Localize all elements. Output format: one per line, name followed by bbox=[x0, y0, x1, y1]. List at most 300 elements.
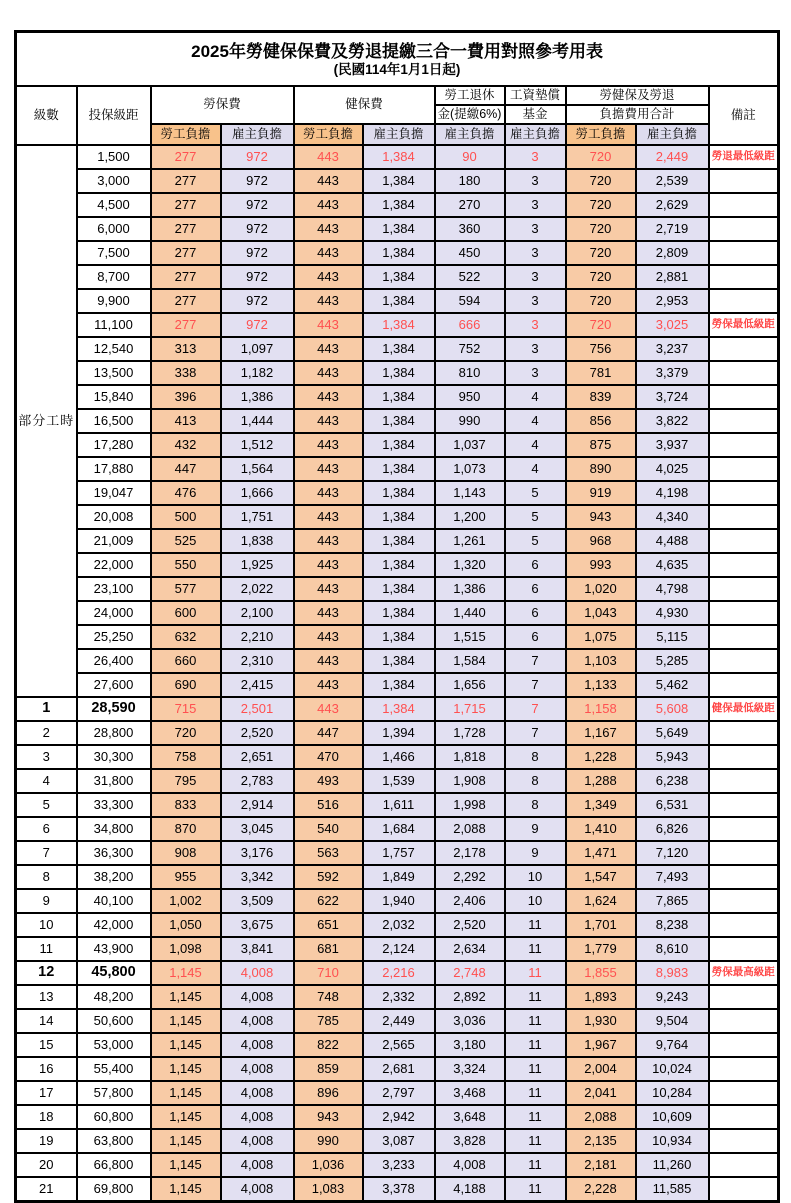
cell-labor-employer: 1,386 bbox=[221, 385, 294, 409]
cell-health-employer: 1,384 bbox=[363, 145, 435, 169]
cell-bracket: 43,900 bbox=[77, 937, 151, 961]
cell-bracket: 28,800 bbox=[77, 721, 151, 745]
cell-total-employee: 2,004 bbox=[566, 1057, 636, 1081]
cell-bracket: 20,008 bbox=[77, 505, 151, 529]
cell-labor-employee: 577 bbox=[151, 577, 221, 601]
cell-health-employee: 443 bbox=[294, 241, 363, 265]
cell-pension-employer: 1,818 bbox=[435, 745, 505, 769]
cell-remark bbox=[709, 289, 779, 313]
table-row bbox=[16, 1177, 779, 1202]
cell-fund-employer: 4 bbox=[505, 433, 566, 457]
cell-labor-employee: 1,145 bbox=[151, 1129, 221, 1153]
cell-fund-employer: 7 bbox=[505, 697, 566, 721]
cell-fund-employer: 11 bbox=[505, 961, 566, 985]
cell-total-employee: 1,133 bbox=[566, 673, 636, 697]
cell-level: 19 bbox=[16, 1129, 77, 1153]
cell-total-employee: 1,855 bbox=[566, 961, 636, 985]
cell-total-employer: 10,609 bbox=[636, 1105, 709, 1129]
table-row bbox=[16, 145, 779, 169]
cell-bracket: 53,000 bbox=[77, 1033, 151, 1057]
cell-remark bbox=[709, 193, 779, 217]
cell-pension-employer: 270 bbox=[435, 193, 505, 217]
cell-labor-employee: 500 bbox=[151, 505, 221, 529]
subheader-health-employer: 雇主負擔 bbox=[363, 124, 435, 145]
cell-remark bbox=[709, 481, 779, 505]
cell-remark bbox=[709, 409, 779, 433]
cell-total-employee: 1,020 bbox=[566, 577, 636, 601]
cell-total-employee: 781 bbox=[566, 361, 636, 385]
cell-labor-employer: 972 bbox=[221, 313, 294, 337]
cell-pension-employer: 450 bbox=[435, 241, 505, 265]
part-time-label: 部分工時 bbox=[16, 145, 77, 697]
cell-labor-employer: 1,097 bbox=[221, 337, 294, 361]
cell-total-employee: 2,088 bbox=[566, 1105, 636, 1129]
cell-remark bbox=[709, 985, 779, 1009]
cell-fund-employer: 10 bbox=[505, 865, 566, 889]
table-row bbox=[16, 601, 779, 625]
cell-fund-employer: 7 bbox=[505, 649, 566, 673]
cell-total-employer: 5,608 bbox=[636, 697, 709, 721]
cell-remark bbox=[709, 1033, 779, 1057]
table-row bbox=[16, 937, 779, 961]
table-row bbox=[16, 1033, 779, 1057]
cell-fund-employer: 10 bbox=[505, 889, 566, 913]
cell-labor-employee: 277 bbox=[151, 145, 221, 169]
table-body bbox=[16, 145, 779, 1202]
cell-pension-employer: 1,143 bbox=[435, 481, 505, 505]
cell-health-employee: 622 bbox=[294, 889, 363, 913]
cell-bracket: 50,600 bbox=[77, 1009, 151, 1033]
cell-health-employer: 1,384 bbox=[363, 265, 435, 289]
cell-health-employer: 1,384 bbox=[363, 577, 435, 601]
cell-labor-employee: 476 bbox=[151, 481, 221, 505]
cell-labor-employer: 4,008 bbox=[221, 1009, 294, 1033]
cell-remark: 勞保最低級距 bbox=[709, 313, 779, 337]
cell-pension-employer: 1,320 bbox=[435, 553, 505, 577]
cell-health-employer: 1,384 bbox=[363, 289, 435, 313]
cell-total-employer: 4,798 bbox=[636, 577, 709, 601]
cell-bracket: 7,500 bbox=[77, 241, 151, 265]
cell-fund-employer: 5 bbox=[505, 529, 566, 553]
cell-labor-employer: 2,022 bbox=[221, 577, 294, 601]
cell-labor-employee: 277 bbox=[151, 313, 221, 337]
table-row bbox=[16, 265, 779, 289]
cell-pension-employer: 360 bbox=[435, 217, 505, 241]
cell-total-employee: 1,228 bbox=[566, 745, 636, 769]
table-row bbox=[16, 457, 779, 481]
cell-fund-employer: 3 bbox=[505, 145, 566, 169]
cell-health-employer: 2,565 bbox=[363, 1033, 435, 1057]
cell-pension-employer: 1,908 bbox=[435, 769, 505, 793]
cell-labor-employer: 2,210 bbox=[221, 625, 294, 649]
cell-bracket: 15,840 bbox=[77, 385, 151, 409]
cell-health-employer: 1,384 bbox=[363, 241, 435, 265]
cell-fund-employer: 3 bbox=[505, 217, 566, 241]
cell-total-employee: 1,043 bbox=[566, 601, 636, 625]
cell-pension-employer: 1,037 bbox=[435, 433, 505, 457]
cell-total-employee: 1,075 bbox=[566, 625, 636, 649]
col-header-labor-fee: 勞保費 bbox=[151, 86, 294, 124]
cell-total-employer: 9,243 bbox=[636, 985, 709, 1009]
table-row bbox=[16, 769, 779, 793]
table-row bbox=[16, 553, 779, 577]
cell-total-employee: 993 bbox=[566, 553, 636, 577]
cell-remark bbox=[709, 841, 779, 865]
cell-health-employer: 1,757 bbox=[363, 841, 435, 865]
cell-total-employee: 1,288 bbox=[566, 769, 636, 793]
cell-health-employer: 2,124 bbox=[363, 937, 435, 961]
cell-total-employee: 1,471 bbox=[566, 841, 636, 865]
cell-pension-employer: 4,008 bbox=[435, 1153, 505, 1177]
cell-remark bbox=[709, 745, 779, 769]
cell-pension-employer: 2,634 bbox=[435, 937, 505, 961]
table-row bbox=[16, 841, 779, 865]
cell-total-employer: 11,585 bbox=[636, 1177, 709, 1202]
cell-pension-employer: 1,728 bbox=[435, 721, 505, 745]
cell-total-employee: 1,158 bbox=[566, 697, 636, 721]
cell-health-employer: 1,539 bbox=[363, 769, 435, 793]
cell-level: 15 bbox=[16, 1033, 77, 1057]
cell-bracket: 60,800 bbox=[77, 1105, 151, 1129]
cell-pension-employer: 2,748 bbox=[435, 961, 505, 985]
cell-pension-employer: 1,200 bbox=[435, 505, 505, 529]
cell-fund-employer: 5 bbox=[505, 481, 566, 505]
cell-remark bbox=[709, 769, 779, 793]
cell-bracket: 40,100 bbox=[77, 889, 151, 913]
cell-health-employee: 443 bbox=[294, 169, 363, 193]
cell-fund-employer: 4 bbox=[505, 385, 566, 409]
cell-fund-employer: 11 bbox=[505, 985, 566, 1009]
cell-total-employee: 919 bbox=[566, 481, 636, 505]
cell-total-employer: 2,809 bbox=[636, 241, 709, 265]
cell-health-employee: 443 bbox=[294, 553, 363, 577]
cell-pension-employer: 3,324 bbox=[435, 1057, 505, 1081]
cell-level: 1 bbox=[16, 697, 77, 721]
cell-fund-employer: 7 bbox=[505, 673, 566, 697]
table-row bbox=[16, 1057, 779, 1081]
table-row bbox=[16, 505, 779, 529]
cell-pension-employer: 1,515 bbox=[435, 625, 505, 649]
subheader-labor-employee: 勞工負擔 bbox=[151, 124, 221, 145]
cell-total-employer: 5,649 bbox=[636, 721, 709, 745]
cell-bracket: 6,000 bbox=[77, 217, 151, 241]
cell-labor-employer: 1,751 bbox=[221, 505, 294, 529]
table-row bbox=[16, 793, 779, 817]
cell-fund-employer: 8 bbox=[505, 745, 566, 769]
cell-total-employee: 2,041 bbox=[566, 1081, 636, 1105]
cell-labor-employer: 2,520 bbox=[221, 721, 294, 745]
cell-pension-employer: 950 bbox=[435, 385, 505, 409]
cell-fund-employer: 3 bbox=[505, 265, 566, 289]
cell-total-employee: 1,701 bbox=[566, 913, 636, 937]
cell-health-employer: 1,384 bbox=[363, 409, 435, 433]
table-row bbox=[16, 481, 779, 505]
cell-pension-employer: 1,073 bbox=[435, 457, 505, 481]
subheader-total-employee: 勞工負擔 bbox=[566, 124, 636, 145]
cell-labor-employer: 3,342 bbox=[221, 865, 294, 889]
cell-bracket: 19,047 bbox=[77, 481, 151, 505]
cell-health-employee: 443 bbox=[294, 673, 363, 697]
cell-level: 12 bbox=[16, 961, 77, 985]
title-cell bbox=[16, 32, 779, 87]
col-header-health-fee: 健保費 bbox=[294, 86, 435, 124]
cell-fund-employer: 6 bbox=[505, 553, 566, 577]
cell-total-employee: 875 bbox=[566, 433, 636, 457]
fee-table bbox=[14, 30, 780, 1203]
cell-fund-employer: 4 bbox=[505, 409, 566, 433]
cell-labor-employer: 1,838 bbox=[221, 529, 294, 553]
cell-labor-employee: 277 bbox=[151, 265, 221, 289]
cell-labor-employer: 2,501 bbox=[221, 697, 294, 721]
cell-level: 11 bbox=[16, 937, 77, 961]
cell-total-employer: 4,198 bbox=[636, 481, 709, 505]
cell-total-employer: 8,238 bbox=[636, 913, 709, 937]
cell-pension-employer: 594 bbox=[435, 289, 505, 313]
table-row bbox=[16, 361, 779, 385]
cell-bracket: 4,500 bbox=[77, 193, 151, 217]
cell-pension-employer: 3,648 bbox=[435, 1105, 505, 1129]
cell-pension-employer: 2,088 bbox=[435, 817, 505, 841]
cell-bracket: 48,200 bbox=[77, 985, 151, 1009]
subheader-labor-employer: 雇主負擔 bbox=[221, 124, 294, 145]
cell-fund-employer: 8 bbox=[505, 793, 566, 817]
cell-labor-employee: 525 bbox=[151, 529, 221, 553]
table-row bbox=[16, 985, 779, 1009]
subheader-pension-employer: 雇主負擔 bbox=[435, 124, 505, 145]
cell-total-employee: 756 bbox=[566, 337, 636, 361]
cell-total-employee: 856 bbox=[566, 409, 636, 433]
cell-labor-employee: 690 bbox=[151, 673, 221, 697]
table-row bbox=[16, 1081, 779, 1105]
table-row bbox=[16, 889, 779, 913]
cell-pension-employer: 2,520 bbox=[435, 913, 505, 937]
table-row bbox=[16, 1105, 779, 1129]
cell-total-employee: 839 bbox=[566, 385, 636, 409]
cell-labor-employer: 1,444 bbox=[221, 409, 294, 433]
cell-remark bbox=[709, 913, 779, 937]
cell-health-employer: 1,384 bbox=[363, 529, 435, 553]
cell-labor-employer: 4,008 bbox=[221, 961, 294, 985]
cell-fund-employer: 3 bbox=[505, 289, 566, 313]
cell-health-employer: 1,384 bbox=[363, 457, 435, 481]
table-row bbox=[16, 745, 779, 769]
cell-level: 18 bbox=[16, 1105, 77, 1129]
cell-remark bbox=[709, 889, 779, 913]
cell-labor-employee: 413 bbox=[151, 409, 221, 433]
cell-pension-employer: 3,828 bbox=[435, 1129, 505, 1153]
cell-health-employee: 443 bbox=[294, 529, 363, 553]
cell-bracket: 26,400 bbox=[77, 649, 151, 673]
cell-fund-employer: 3 bbox=[505, 313, 566, 337]
cell-fund-employer: 7 bbox=[505, 721, 566, 745]
cell-fund-employer: 11 bbox=[505, 1033, 566, 1057]
cell-health-employer: 1,384 bbox=[363, 481, 435, 505]
cell-health-employer: 1,384 bbox=[363, 673, 435, 697]
cell-pension-employer: 4,188 bbox=[435, 1177, 505, 1202]
cell-labor-employer: 972 bbox=[221, 289, 294, 313]
cell-health-employer: 3,087 bbox=[363, 1129, 435, 1153]
cell-total-employee: 720 bbox=[566, 289, 636, 313]
cell-labor-employee: 277 bbox=[151, 217, 221, 241]
cell-labor-employer: 1,512 bbox=[221, 433, 294, 457]
cell-health-employer: 3,378 bbox=[363, 1177, 435, 1202]
cell-health-employee: 822 bbox=[294, 1033, 363, 1057]
cell-labor-employee: 1,145 bbox=[151, 1081, 221, 1105]
table-row bbox=[16, 1153, 779, 1177]
cell-bracket: 1,500 bbox=[77, 145, 151, 169]
cell-health-employee: 443 bbox=[294, 337, 363, 361]
cell-remark bbox=[709, 1177, 779, 1202]
cell-health-employer: 2,449 bbox=[363, 1009, 435, 1033]
cell-labor-employer: 2,651 bbox=[221, 745, 294, 769]
cell-pension-employer: 522 bbox=[435, 265, 505, 289]
cell-fund-employer: 6 bbox=[505, 625, 566, 649]
cell-remark bbox=[709, 577, 779, 601]
cell-level: 20 bbox=[16, 1153, 77, 1177]
cell-health-employer: 1,384 bbox=[363, 553, 435, 577]
cell-total-employee: 720 bbox=[566, 193, 636, 217]
subheader-total-employer: 雇主負擔 bbox=[636, 124, 709, 145]
table-row bbox=[16, 529, 779, 553]
cell-health-employer: 2,681 bbox=[363, 1057, 435, 1081]
cell-remark bbox=[709, 625, 779, 649]
cell-total-employee: 720 bbox=[566, 265, 636, 289]
cell-total-employee: 943 bbox=[566, 505, 636, 529]
cell-remark bbox=[709, 169, 779, 193]
cell-labor-employee: 1,145 bbox=[151, 985, 221, 1009]
cell-health-employee: 443 bbox=[294, 361, 363, 385]
col-header-level: 級數 bbox=[16, 86, 77, 145]
cell-pension-employer: 2,406 bbox=[435, 889, 505, 913]
cell-total-employee: 720 bbox=[566, 169, 636, 193]
table-row bbox=[16, 1009, 779, 1033]
col-header-wage-fund-line2: 基金 bbox=[505, 105, 566, 124]
cell-remark bbox=[709, 337, 779, 361]
cell-health-employee: 443 bbox=[294, 577, 363, 601]
cell-labor-employer: 1,182 bbox=[221, 361, 294, 385]
cell-health-employee: 859 bbox=[294, 1057, 363, 1081]
cell-labor-employee: 600 bbox=[151, 601, 221, 625]
cell-fund-employer: 8 bbox=[505, 769, 566, 793]
cell-remark bbox=[709, 817, 779, 841]
cell-pension-employer: 1,656 bbox=[435, 673, 505, 697]
cell-bracket: 36,300 bbox=[77, 841, 151, 865]
cell-total-employer: 10,284 bbox=[636, 1081, 709, 1105]
cell-remark bbox=[709, 361, 779, 385]
cell-remark bbox=[709, 793, 779, 817]
subheader-health-employee: 勞工負擔 bbox=[294, 124, 363, 145]
cell-labor-employee: 833 bbox=[151, 793, 221, 817]
cell-health-employee: 443 bbox=[294, 505, 363, 529]
cell-health-employee: 443 bbox=[294, 193, 363, 217]
cell-health-employer: 1,466 bbox=[363, 745, 435, 769]
cell-health-employee: 443 bbox=[294, 601, 363, 625]
table-row bbox=[16, 313, 779, 337]
cell-total-employer: 2,881 bbox=[636, 265, 709, 289]
cell-health-employee: 990 bbox=[294, 1129, 363, 1153]
cell-total-employer: 7,493 bbox=[636, 865, 709, 889]
cell-health-employer: 2,332 bbox=[363, 985, 435, 1009]
cell-labor-employee: 660 bbox=[151, 649, 221, 673]
col-header-wage-fund-line1: 工資墊償 bbox=[505, 86, 566, 105]
cell-total-employee: 1,167 bbox=[566, 721, 636, 745]
cell-labor-employee: 447 bbox=[151, 457, 221, 481]
cell-health-employer: 2,942 bbox=[363, 1105, 435, 1129]
cell-remark bbox=[709, 529, 779, 553]
cell-labor-employer: 3,509 bbox=[221, 889, 294, 913]
cell-fund-employer: 5 bbox=[505, 505, 566, 529]
cell-bracket: 22,000 bbox=[77, 553, 151, 577]
cell-bracket: 30,300 bbox=[77, 745, 151, 769]
cell-total-employee: 2,181 bbox=[566, 1153, 636, 1177]
col-header-bracket: 投保級距 bbox=[77, 86, 151, 145]
cell-level: 3 bbox=[16, 745, 77, 769]
cell-total-employee: 720 bbox=[566, 217, 636, 241]
cell-pension-employer: 3,468 bbox=[435, 1081, 505, 1105]
cell-remark bbox=[709, 1081, 779, 1105]
cell-health-employee: 443 bbox=[294, 649, 363, 673]
table-row bbox=[16, 961, 779, 985]
cell-remark bbox=[709, 505, 779, 529]
cell-health-employee: 443 bbox=[294, 289, 363, 313]
cell-labor-employer: 4,008 bbox=[221, 1105, 294, 1129]
cell-labor-employee: 338 bbox=[151, 361, 221, 385]
cell-total-employer: 6,531 bbox=[636, 793, 709, 817]
cell-bracket: 69,800 bbox=[77, 1177, 151, 1202]
cell-remark bbox=[709, 1057, 779, 1081]
cell-remark: 健保最低級距 bbox=[709, 697, 779, 721]
cell-labor-employer: 4,008 bbox=[221, 1057, 294, 1081]
cell-pension-employer: 1,998 bbox=[435, 793, 505, 817]
cell-remark bbox=[709, 433, 779, 457]
cell-health-employee: 443 bbox=[294, 409, 363, 433]
cell-total-employer: 2,953 bbox=[636, 289, 709, 313]
cell-health-employer: 1,384 bbox=[363, 697, 435, 721]
cell-labor-employee: 1,145 bbox=[151, 1033, 221, 1057]
cell-remark bbox=[709, 385, 779, 409]
cell-health-employer: 1,384 bbox=[363, 313, 435, 337]
cell-level: 4 bbox=[16, 769, 77, 793]
cell-health-employee: 681 bbox=[294, 937, 363, 961]
cell-health-employer: 1,384 bbox=[363, 385, 435, 409]
cell-health-employer: 1,384 bbox=[363, 193, 435, 217]
cell-remark bbox=[709, 1129, 779, 1153]
cell-labor-employer: 2,100 bbox=[221, 601, 294, 625]
cell-fund-employer: 4 bbox=[505, 457, 566, 481]
cell-total-employee: 1,779 bbox=[566, 937, 636, 961]
cell-level: 6 bbox=[16, 817, 77, 841]
table-row bbox=[16, 697, 779, 721]
cell-bracket: 3,000 bbox=[77, 169, 151, 193]
cell-labor-employee: 432 bbox=[151, 433, 221, 457]
cell-health-employee: 710 bbox=[294, 961, 363, 985]
cell-labor-employer: 972 bbox=[221, 193, 294, 217]
cell-labor-employee: 1,145 bbox=[151, 1177, 221, 1202]
cell-remark bbox=[709, 1105, 779, 1129]
cell-level: 8 bbox=[16, 865, 77, 889]
cell-pension-employer: 810 bbox=[435, 361, 505, 385]
cell-bracket: 8,700 bbox=[77, 265, 151, 289]
table-row bbox=[16, 217, 779, 241]
cell-health-employee: 443 bbox=[294, 481, 363, 505]
cell-health-employee: 443 bbox=[294, 625, 363, 649]
cell-level: 17 bbox=[16, 1081, 77, 1105]
cell-health-employer: 1,384 bbox=[363, 169, 435, 193]
cell-health-employer: 1,849 bbox=[363, 865, 435, 889]
cell-labor-employer: 972 bbox=[221, 265, 294, 289]
cell-labor-employee: 758 bbox=[151, 745, 221, 769]
cell-fund-employer: 9 bbox=[505, 817, 566, 841]
